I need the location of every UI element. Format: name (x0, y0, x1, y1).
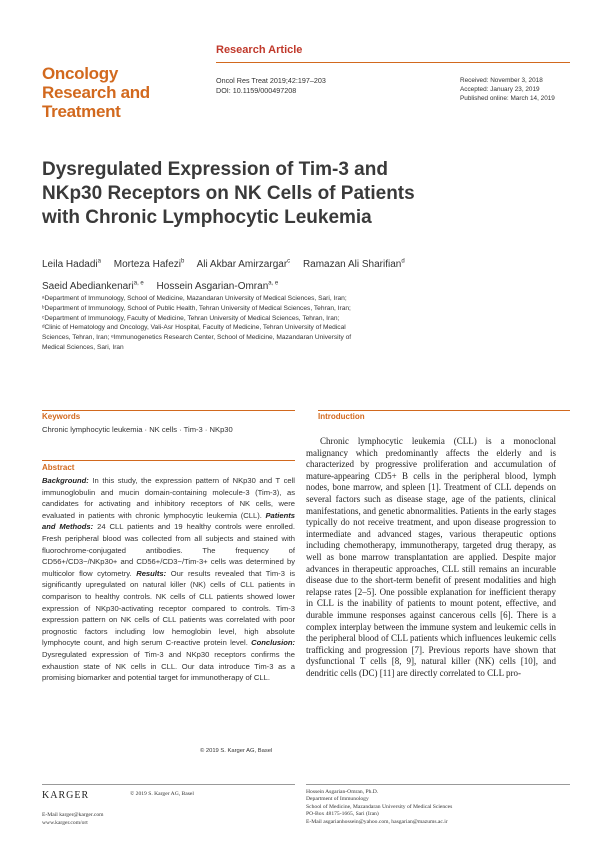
affiliations (42, 294, 442, 353)
publisher-website[interactable]: www.karger.com/ort (42, 820, 88, 826)
corr-school: School of Medicine, Mazandaran University of Medical Sciences (306, 803, 453, 810)
publisher-logo[interactable]: KARGER (42, 790, 90, 801)
affiliation: Medical Sciences, Sari, Iran (42, 343, 124, 351)
abstract-section: Our results revealed that Tim-3 is significantly upregulated on natural killer (NK) cells of CLL patients in comparison to healthy controls. NK cells of CLL patients showed lower expression of NKp30-activating receptor compared to controls. Tim-3 expression pattern on NK cells of CLL patients was correlated with poor prognostic factors including low hemoglobin level, high absolute lymphocyte count, and high serum C-reactive protein level. (42, 568, 295, 648)
publisher-copyright: © 2019 S. Karger AG, Basel (130, 791, 194, 797)
article-title (42, 158, 562, 230)
author[interactable]: Ramazan Ali Sharifian$^d$ (302, 259, 405, 271)
journal-logo[interactable] (42, 64, 150, 121)
corr-address: PO-Box 48175-1665, Sari (Iran) (306, 811, 379, 818)
title-line: with Chronic Lymphocytic Leukemia (42, 207, 372, 228)
footer-divider (306, 784, 570, 785)
received-date: Received: November 3, 2018 (460, 77, 543, 84)
keywords-divider (42, 410, 295, 411)
author[interactable]: Saeid Abediankenari$^{a, e}$ (42, 280, 144, 292)
title-line: NKp30 Receptors on NK Cells of Patients (42, 183, 415, 204)
abstract-body (42, 475, 295, 684)
affiliation: ᵃDepartment of Immunology, School of Medicine, Mazandaran University of Medical Sciences, Sari, Iran; (42, 295, 347, 302)
affiliation: Sciences, Tehran, Iran; ᵉImmunogenetics Research Center, School of Medicine, Mazandaran University of (42, 334, 352, 342)
citation-info (216, 76, 326, 96)
publisher-contact (42, 811, 103, 827)
abstract-divider (42, 460, 295, 461)
abstract-label: Patients and Methods: (42, 510, 295, 532)
introduction-heading: Introduction (318, 412, 365, 421)
published-date: Published online: March 14, 2019 (460, 95, 555, 102)
article-type: Research Article (216, 44, 303, 56)
abstract-copyright: © 2019 S. Karger AG, Basel (200, 748, 273, 754)
footer-divider (42, 784, 295, 785)
abstract-section: In this study, the expression pattern of NKp30 and T cell immunoglobulin and mucin domain-containing molecule-3 (Tim-3), as candidates for activating and inhibitory receptors of NK cells, were evaluated in patients with chronic lymphocytic leukemia (CLL). (42, 476, 295, 520)
journal-name-line: Treatment (42, 102, 121, 121)
author[interactable]: Leila Hadadi$^a$ (42, 259, 101, 271)
article-dates (460, 76, 555, 103)
abstract-label: Results: (136, 568, 167, 578)
citation-volume: Oncol Res Treat 2019;42:197–203 (216, 76, 326, 85)
introduction-body (306, 436, 556, 679)
affiliation: ᵈClinic of Hematology and Oncology, Vali-Asr Hospital, Faculty of Medicine, Tehran University of Medical (42, 324, 346, 332)
accepted-date: Accepted: January 23, 2019 (460, 86, 540, 93)
abstract-label: Conclusion: (251, 638, 295, 648)
author[interactable]: Morteza Hafezi$^b$ (113, 259, 185, 271)
abstract-label: Background: (42, 476, 89, 485)
affiliation: ᵇDepartment of Immunology, School of Public Health, Tehran University of Medical Sciences, Tehran, Iran; (42, 304, 351, 312)
title-line: Dysregulated Expression of Tim-3 and (42, 159, 388, 180)
abstract-heading: Abstract (42, 463, 75, 472)
header-divider (216, 62, 570, 63)
corr-email[interactable]: E-Mail asgarianhossein@yahoo.com, hasgarian@mazums.ac.ir (306, 818, 448, 825)
publisher-email[interactable]: E-Mail karger@karger.com (42, 812, 104, 818)
author[interactable]: Hossein Asgarian-Omran$^{a, e}$ (156, 280, 279, 292)
citation-doi[interactable]: DOI: 10.1159/000497208 (216, 86, 297, 95)
correspondence (306, 789, 452, 826)
author[interactable]: Ali Akbar Amirzargar$^c$ (196, 259, 291, 271)
corr-dept: Department of Immunology (306, 796, 369, 803)
journal-name-line: Research and (42, 83, 150, 102)
corr-name: Hossein Asgarian-Omran, Ph.D. (306, 789, 379, 795)
abstract-section: Dysregulated expression of Tim-3 and NKp30 receptors confirms the exhaustion state of NK cells in CLL. Our data introduce Tim-3 as a promising biomarker and potential target for immunotherapy of CLL. (42, 649, 295, 683)
keywords-heading: Keywords (42, 412, 81, 421)
introduction-paragraph: Chronic lymphocytic leukemia (CLL) is a monoclonal malignancy which predominantly affects the elderly and is characterized by progressive proliferation and accumulation of mature-appearing CD5+ B cells in the peripheral blood, lymph nodes, bone marrow, and spleen [1]. Treatment of CLL depends on several factors such as disease stage, age of the patients, clinical manifestations, and genetic abnormalities. Patients in the early stages typically do not receive treatment, and upon disease progression to intermediate and advanced stages, various therapeutic options including chemotherapy, immunotherapy, targeted drug therapy, as well as bone marrow transplantation are applied. Despite major advances in therapeutic approaches, CLL still remains an incurable disease due to the short-term benefit of present modalities and high relapse rates [2–5]. One possible explanation for inefficient therapy in CLL is the inability of patients to mount potent, effective, and durable immune responses against cancerous cells [6]. There is a complex interplay between the immune system and leukemic cells in the peripheral blood of CLL patients which influences leukemic cells trafficking and progression [7]. Previous reports have shown that dysfunctional T cells [8, 9], natural killer (NK) cells [10], and dendritic cells (DC) [11] are directly correlated to CLL pro- (306, 436, 556, 678)
journal-name-line: Oncology (42, 64, 118, 83)
introduction-divider (318, 410, 570, 411)
keywords-text: Chronic lymphocytic leukemia · NK cells · Tim-3 · NKp30 (42, 425, 233, 434)
abstract-section: 24 CLL patients and 19 healthy controls were enrolled. Fresh peripheral blood was collected from all subjects and stained with fluorochrome-conjugated antibodies. The frequency of CD56+/CD3−/NKp30+ and CD56+/CD3−/Tim-3+ cells was determined by multicolor flow cytometry. (42, 522, 296, 578)
affiliation: ᶜDepartment of Immunology, Faculty of Medicine, Tehran University of Medical Sciences, Tehran, Iran; (42, 314, 340, 322)
author-list (42, 253, 562, 296)
